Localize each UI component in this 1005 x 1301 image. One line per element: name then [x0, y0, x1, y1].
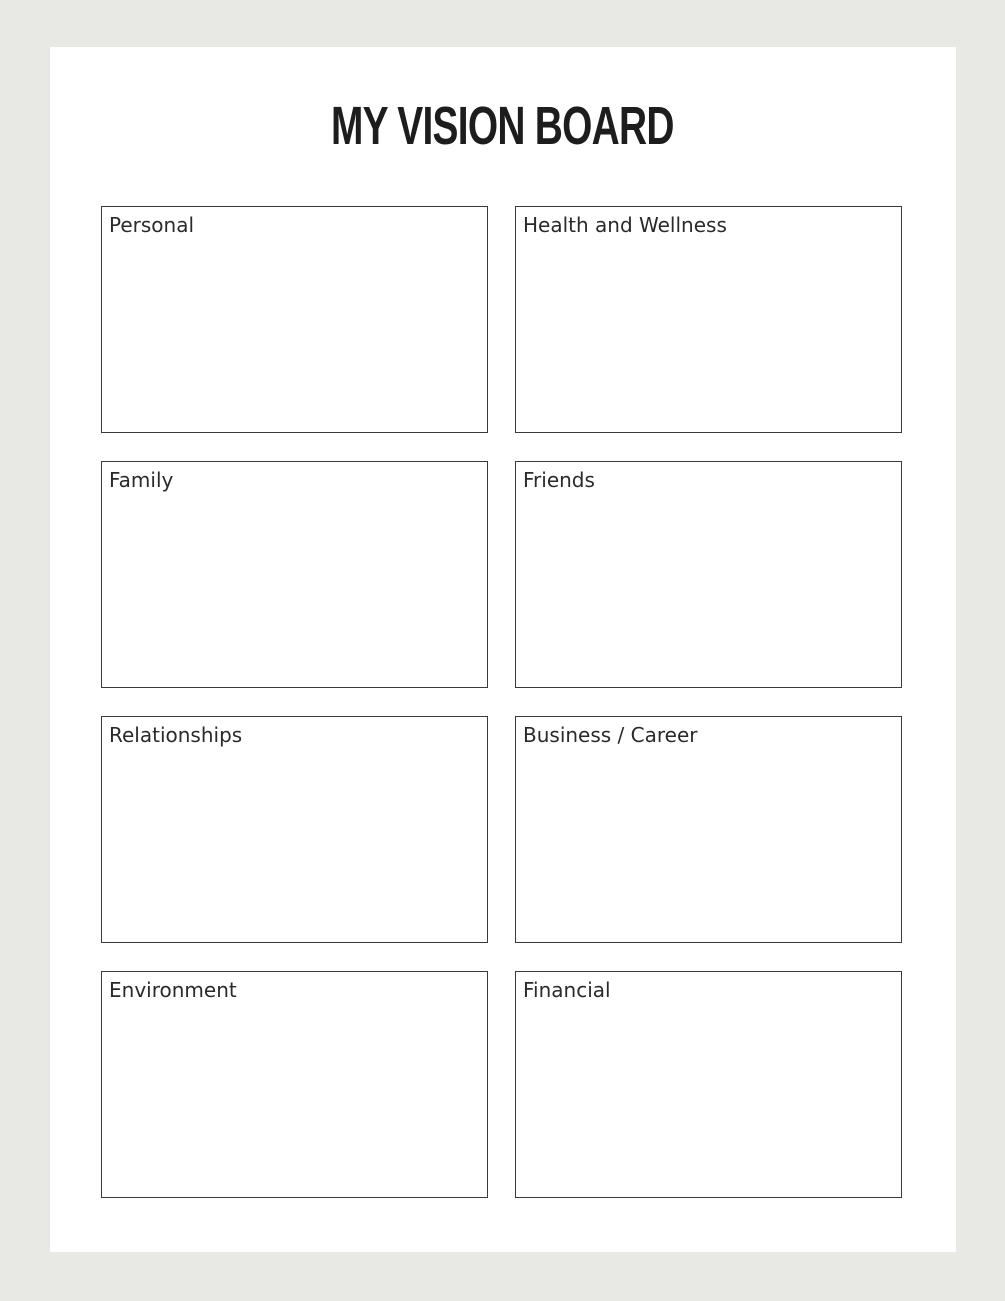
- section-financial[interactable]: [515, 971, 902, 1198]
- section-friends[interactable]: [515, 461, 902, 688]
- page-title: MY VISION BOARD: [330, 96, 674, 156]
- section-environment[interactable]: [101, 971, 488, 1198]
- section-business-career[interactable]: [515, 716, 902, 943]
- section-label: Financial: [523, 978, 611, 1002]
- section-personal[interactable]: [101, 206, 488, 433]
- section-label: Family: [109, 468, 174, 492]
- section-label: Environment: [109, 978, 237, 1002]
- section-label: Personal: [109, 213, 195, 237]
- section-label: Relationships: [109, 723, 243, 747]
- section-label: Business / Career: [523, 723, 698, 747]
- section-label: Friends: [523, 468, 595, 492]
- section-relationships[interactable]: [101, 716, 488, 943]
- section-label: Health and Wellness: [523, 213, 727, 237]
- section-health-and-wellness[interactable]: [515, 206, 902, 433]
- section-family[interactable]: [101, 461, 488, 688]
